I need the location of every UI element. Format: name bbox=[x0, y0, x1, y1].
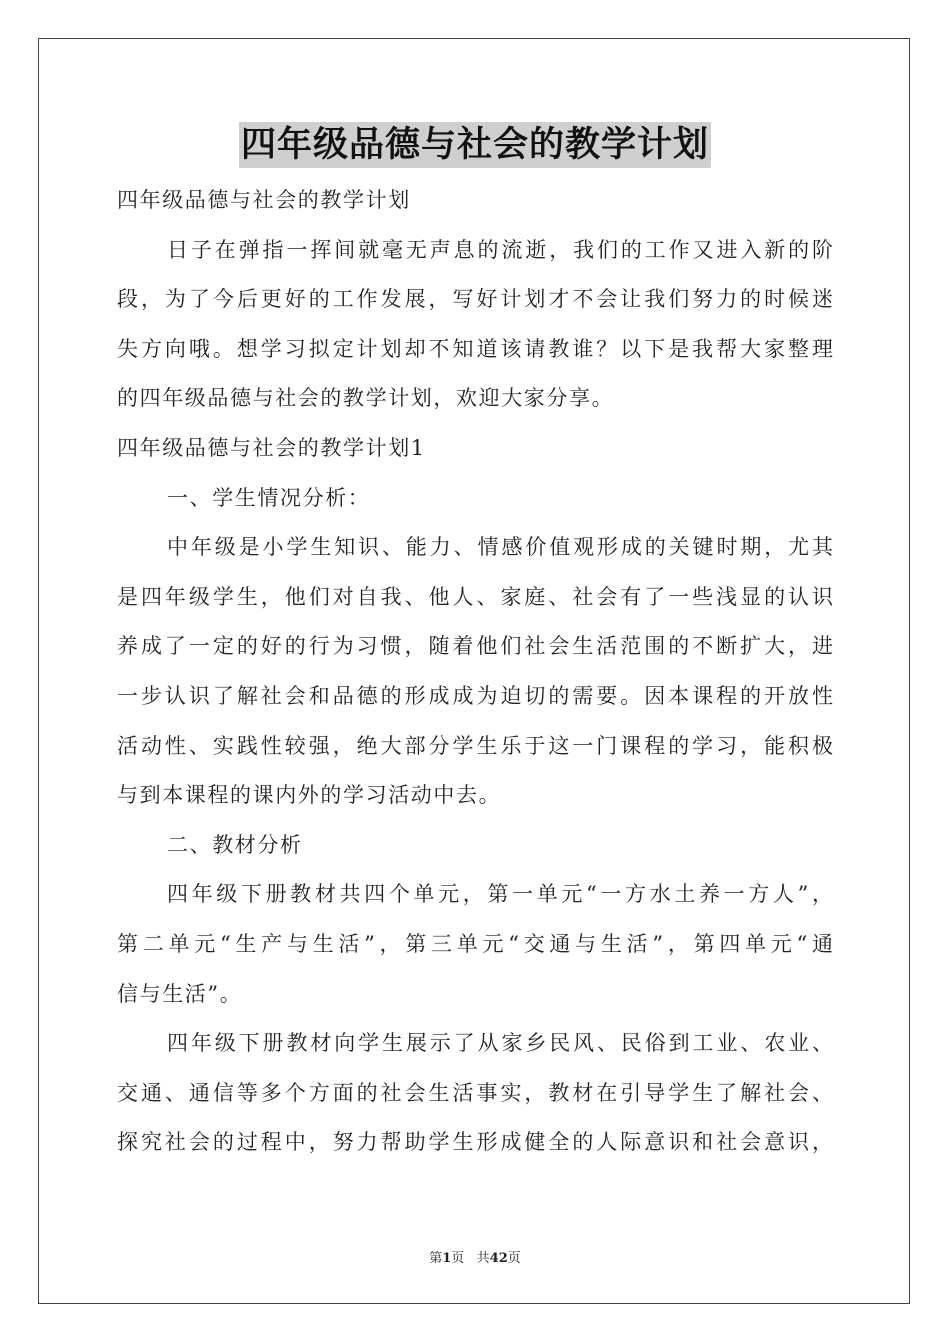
page-current: 1 bbox=[442, 1251, 452, 1266]
page-suffix: 页 bbox=[451, 1251, 465, 1266]
paragraph-line: 四年级下册教材向学生展示了从家乡民风、民俗到工业、农业、 bbox=[167, 1031, 833, 1056]
paragraph-line: 信与生活”。 bbox=[117, 981, 243, 1006]
intro-line: 失方向哦。想学习拟定计划却不知道该请教谁？以下是我帮大家整理 bbox=[117, 336, 833, 361]
document-body bbox=[117, 176, 833, 1168]
paragraph-line: 活动性、实践性较强，绝大部分学生乐于这一门课程的学习，能积极 bbox=[117, 733, 833, 758]
total-prefix: 共 bbox=[476, 1251, 490, 1266]
paragraph-line: 与到本课程的课内外的学习活动中去。 bbox=[117, 783, 502, 808]
heading-student-analysis: 一、学生情况分析： bbox=[167, 485, 371, 510]
intro-line: 的四年级品德与社会的教学计划，欢迎大家分享。 bbox=[117, 386, 615, 411]
document-title: 四年级品德与社会的教学计划 bbox=[239, 122, 711, 168]
paragraph-line: 探究社会的过程中，努力帮助学生形成健全的人际意识和社会意识， bbox=[117, 1130, 833, 1155]
title-container bbox=[0, 122, 950, 168]
paragraph-line: 一步认识了解社会和品德的形成成为迫切的需要。因本课程的开放性 bbox=[117, 683, 833, 708]
paragraph-line: 四年级下册教材共四个单元，第一单元“一方水土养一方人”， bbox=[167, 882, 833, 907]
intro-line: 段，为了今后更好的工作发展，写好计划才不会让我们努力的时候迷 bbox=[117, 287, 833, 312]
page-total: 42 bbox=[489, 1251, 508, 1266]
section-title: 四年级品德与社会的教学计划1 bbox=[117, 435, 426, 460]
paragraph-line: 交通、通信等多个方面的社会生活事实，教材在引导学生了解社会、 bbox=[117, 1080, 833, 1105]
paragraph-line: 是四年级学生，他们对自我、他人、家庭、社会有了一些浅显的认识 bbox=[117, 584, 833, 609]
page-prefix: 第 bbox=[429, 1251, 443, 1266]
paragraph-line: 中年级是小学生知识、能力、情感价值观形成的关键时期，尤其 bbox=[167, 535, 833, 560]
subtitle: 四年级品德与社会的教学计划 bbox=[117, 188, 411, 212]
paragraph-line: 第二单元“生产与生活”，第三单元“交通与生活”，第四单元“通 bbox=[117, 931, 833, 956]
paragraph-line: 养成了一定的好的行为习惯，随着他们社会生活范围的不断扩大，进 bbox=[117, 634, 833, 659]
total-suffix: 页 bbox=[507, 1251, 521, 1266]
page-footer bbox=[0, 1247, 950, 1266]
heading-textbook-analysis: 二、教材分析 bbox=[167, 832, 303, 857]
intro-line: 日子在弹指一挥间就毫无声息的流逝，我们的工作又进入新的阶 bbox=[167, 237, 833, 262]
